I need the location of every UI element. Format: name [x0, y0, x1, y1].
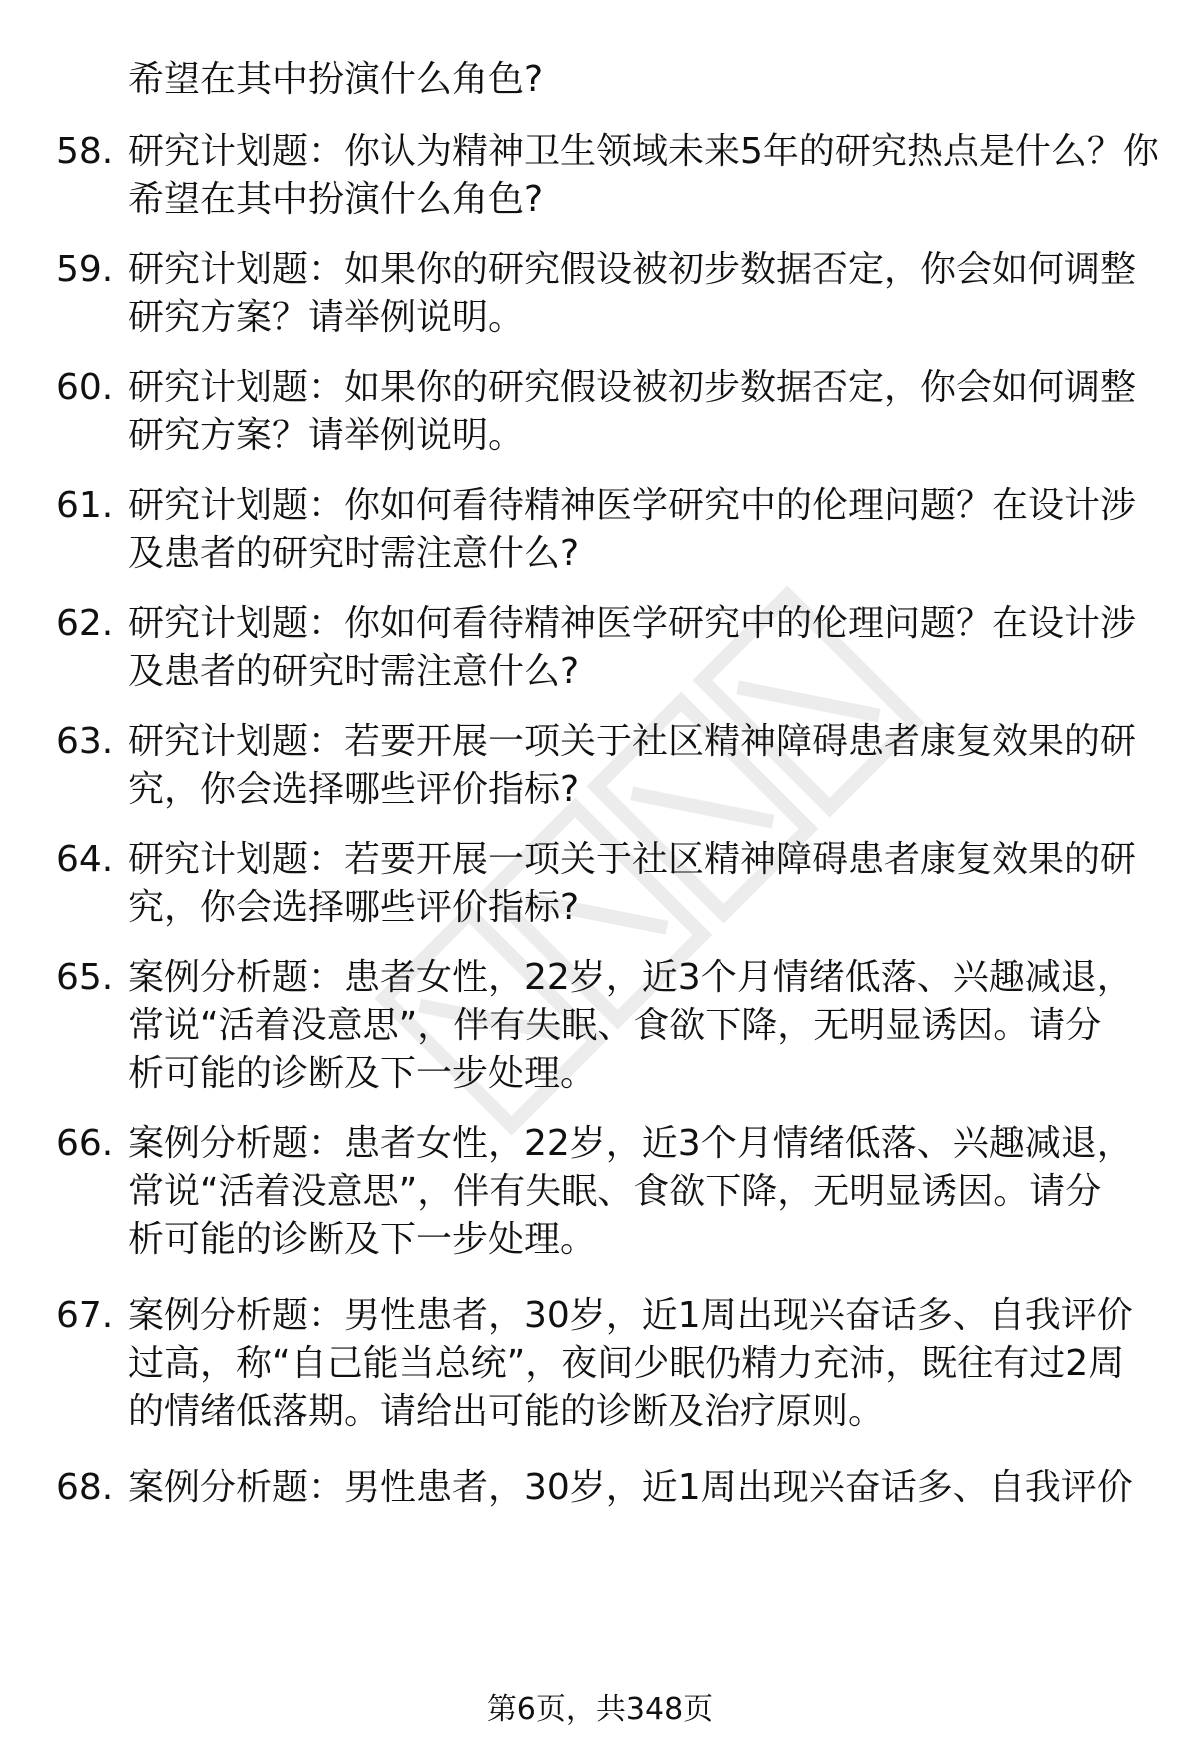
question-line: 及患者的研究时需注意什么?: [128, 651, 580, 692]
question-line: 研究计划题：如果你的研究假设被初步数据否定，你会如何调整: [128, 249, 1137, 290]
question-line: 案例分析题：男性患者，30岁，近1周出现兴奋话多、自我评价: [128, 1467, 1133, 1508]
question-number: 63.: [56, 721, 114, 762]
question-number: 59.: [56, 249, 114, 290]
question-line: 希望在其中扮演什么角色?: [128, 59, 544, 100]
question-line: 案例分析题：男性患者，30岁，近1周出现兴奋话多、自我评价: [128, 1295, 1133, 1336]
question-line: 研究计划题：若要开展一项关于社区精神障碍患者康复效果的研: [128, 839, 1137, 880]
question-line: 案例分析题：患者女性，22岁，近3个月情绪低落、兴趣减退，: [128, 1123, 1133, 1164]
question-line: 的情绪低落期。请给出可能的诊断及治疗原则。: [128, 1391, 885, 1432]
question-line: 研究计划题：你如何看待精神医学研究中的伦理问题？在设计涉: [128, 485, 1137, 526]
question-line: 希望在其中扮演什么角色?: [128, 179, 544, 220]
question-line: 研究计划题：你认为精神卫生领域未来5年的研究热点是什么？你: [128, 131, 1159, 172]
question-line: 究，你会选择哪些评价指标?: [128, 887, 580, 928]
question-line: 析可能的诊断及下一步处理。: [128, 1219, 597, 1260]
question-number: 64.: [56, 839, 114, 880]
question-number: 68.: [56, 1467, 114, 1508]
question-line: 案例分析题：患者女性，22岁，近3个月情绪低落、兴趣减退，: [128, 957, 1133, 998]
question-line: 过高，称“自己能当总统”，夜间少眠仍精力充沛，既往有过2周: [128, 1343, 1125, 1384]
question-line: 究，你会选择哪些评价指标?: [128, 769, 580, 810]
question-line: 研究方案？请举例说明。: [128, 297, 525, 338]
question-line: 研究计划题：你如何看待精神医学研究中的伦理问题？在设计涉: [128, 603, 1137, 644]
question-line: 研究方案？请举例说明。: [128, 415, 525, 456]
question-number: 58.: [56, 131, 114, 172]
question-line: 研究计划题：如果你的研究假设被初步数据否定，你会如何调整: [128, 367, 1137, 408]
question-number: 65.: [56, 957, 114, 998]
question-line: 常说“活着没意思”，伴有失眠、食欲下降，无明显诱因。请分: [128, 1005, 1102, 1046]
question-line: 常说“活着没意思”，伴有失眠、食欲下降，无明显诱因。请分: [128, 1171, 1102, 1212]
question-line: 及患者的研究时需注意什么?: [128, 533, 580, 574]
question-line: 析可能的诊断及下一步处理。: [128, 1053, 597, 1094]
question-line: 研究计划题：若要开展一项关于社区精神障碍患者康复效果的研: [128, 721, 1137, 762]
question-number: 60.: [56, 367, 114, 408]
question-number: 62.: [56, 603, 114, 644]
question-number: 61.: [56, 485, 114, 526]
question-number: 66.: [56, 1123, 114, 1164]
question-number: 67.: [56, 1295, 114, 1336]
page-footer: 第6页，共348页: [486, 1692, 714, 1727]
